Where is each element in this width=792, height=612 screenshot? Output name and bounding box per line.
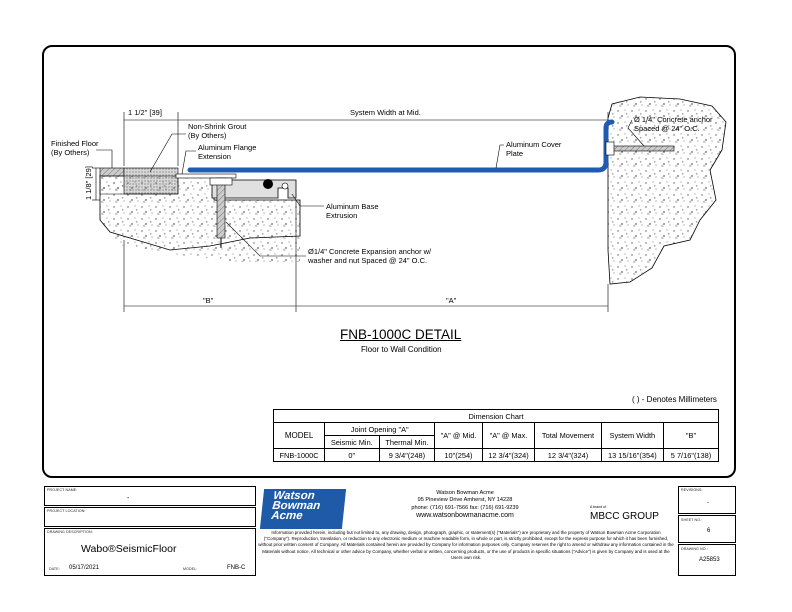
company-info — [380, 490, 550, 519]
dim-left-label: 1 1/2" [39] — [128, 108, 162, 117]
cell-b: 5 7/16"(138) — [664, 449, 719, 462]
cover-plate-label — [506, 140, 562, 158]
grout-label — [188, 122, 247, 140]
dim-b-label: "B" — [203, 296, 214, 305]
sheet-value: 6 — [707, 528, 711, 534]
grout-label-line-2: (By Others) — [188, 131, 227, 140]
flange-label-line-1: Aluminum Flange — [198, 143, 257, 152]
company-phone: phone: (716) 691-7566 fax: (716) 691-9239 — [411, 504, 519, 511]
sheet-label: SHEET NO.: — [681, 518, 703, 522]
finished-floor-label — [51, 139, 99, 157]
expansion-anchor-label-line-1: Ø1/4" Concrete Expansion anchor w/ — [308, 247, 432, 256]
detail-subtitle: Floor to Wall Condition — [361, 345, 442, 354]
drawing-description-box — [44, 528, 256, 576]
dim-vertical-label — [84, 166, 93, 200]
logo-line3: Acme — [270, 510, 304, 522]
dimension-chart-title: Dimension Chart — [274, 410, 719, 423]
expansion-anchor-label-line-2: washer and nut Spaced @ 24" O.C. — [308, 256, 428, 265]
model-value: FNB-C — [227, 565, 246, 571]
header-seismic-min: Seismic Min. — [325, 436, 379, 449]
disclaimer: Information provided herein, including but not limited to, any drawing, design, photograph, graphic, or statement(s) ("Materials") are proprietary and the property of Watson Bowman Acme Corporation ("Company"). Reproduction, translation, or reduction to any electronic medium or machine readable form, in whole or part, is strictly prohibited, except for the express purpose for which it has been furnished, without prior written consent of Company. All Materials contained herein are provided by Company for information purposes only. Company reserves the right to amend or withdraw any information contained in the Materials without notice. All technical or other advice by Company, whether verbal or written, concerning products, or the use of products in specific situations ("Advice") is given by Company and is used at the Users own risk. — [258, 530, 674, 560]
finished-floor — [100, 168, 124, 176]
date-label: DATE: — [49, 567, 60, 571]
concrete-anchor-label-line-2: Spaced @ 24" O.C. — [634, 124, 700, 133]
wall-anchor — [612, 146, 674, 151]
cell-a-mid: 10"(254) — [435, 449, 482, 462]
group-prefix: A brand of — [590, 505, 606, 509]
base-extrusion-label-line-2: Extrusion — [326, 211, 358, 220]
project-location-box — [44, 507, 256, 527]
cell-seismic-min: 0" — [325, 449, 379, 462]
logo-line1: Watson — [272, 490, 316, 502]
revisions-label: REVISIONS: — [681, 488, 703, 492]
cell-model: FNB-1000C — [274, 449, 325, 462]
cell-a-max: 12 3/4"(324) — [482, 449, 535, 462]
project-name-value: - — [127, 495, 130, 502]
drawing-description: Wabo®SeismicFloor — [81, 543, 177, 555]
finished-floor-label-line-1: Finished Floor — [51, 139, 99, 148]
company-address: 95 Pineview Drive Amherst, NY 14228 — [417, 497, 513, 504]
header-a-max: "A" @ Max. — [482, 423, 535, 449]
group-name: MBCC GROUP — [590, 511, 659, 522]
finished-floor-label-line-2: (By Others) — [51, 148, 90, 157]
flange-label-line-2: Extension — [198, 152, 231, 161]
sheet-box — [678, 515, 736, 543]
header-total-movement: Total Movement — [535, 423, 601, 449]
header-a-mid: "A" @ Mid. — [435, 423, 482, 449]
dim-vertical-label-line-1: 1 1/8" [29] — [84, 166, 93, 200]
header-system-width: System Width — [601, 423, 663, 449]
project-location-label: PROJECT LOCATION: — [47, 509, 86, 513]
model-label: MODEL: — [183, 567, 198, 571]
cell-total-movement: 12 3/4"(324) — [535, 449, 601, 462]
base-extrusion-label — [326, 202, 379, 220]
dimension-chart — [273, 409, 719, 462]
cover-plate-label-line-1: Aluminum Cover — [506, 140, 562, 149]
millimeters-note: ( ) - Denotes Millimeters — [632, 395, 717, 404]
cell-thermal-min: 9 3/4"(248) — [379, 449, 435, 462]
flange-label — [198, 143, 256, 161]
header-b: "B" — [664, 423, 719, 449]
company-name: Watson Bowman Acme — [436, 490, 494, 496]
concrete-anchor-label-line-1: Ø 1/4" Concrete anchor — [634, 115, 713, 124]
header-joint-opening: Joint Opening "A" — [325, 423, 435, 436]
cover-plate-label-line-2: Plate — [506, 149, 524, 158]
system-width-label: System Width at Mid. — [350, 108, 421, 117]
revisions-box — [678, 486, 736, 514]
aluminum-flange — [176, 174, 236, 178]
detail-title: FNB-1000C DETAIL — [340, 327, 462, 342]
expansion-anchor-label — [307, 247, 432, 265]
base-extrusion-label-line-1: Aluminum Base — [326, 202, 379, 211]
grout-label-line-1: Non-Shrink Grout — [188, 122, 247, 131]
drawing-no-box — [678, 544, 736, 576]
dim-a-label: "A" — [446, 296, 457, 305]
drawing-description-label: DRAWING DESCRIPTION: — [47, 530, 93, 534]
date-value: 05/17/2021 — [69, 565, 100, 571]
company-web: www.watsonbowmanacme.com — [416, 511, 514, 519]
company-logo — [260, 489, 346, 529]
project-name-label: PROJECT NAME: — [47, 488, 78, 492]
expansion-anchor — [217, 178, 225, 238]
project-name-box — [44, 486, 256, 506]
header-thermal-min: Thermal Min. — [379, 436, 435, 449]
header-model: MODEL — [274, 423, 325, 449]
logo-line2: Bowman — [271, 500, 321, 512]
drawing-no-label: DRAWING NO.: — [681, 547, 708, 551]
cell-system-width: 13 15/16"(354) — [601, 449, 663, 462]
drawing-no-value: A25853 — [699, 557, 720, 563]
revisions-value: - — [707, 500, 709, 506]
